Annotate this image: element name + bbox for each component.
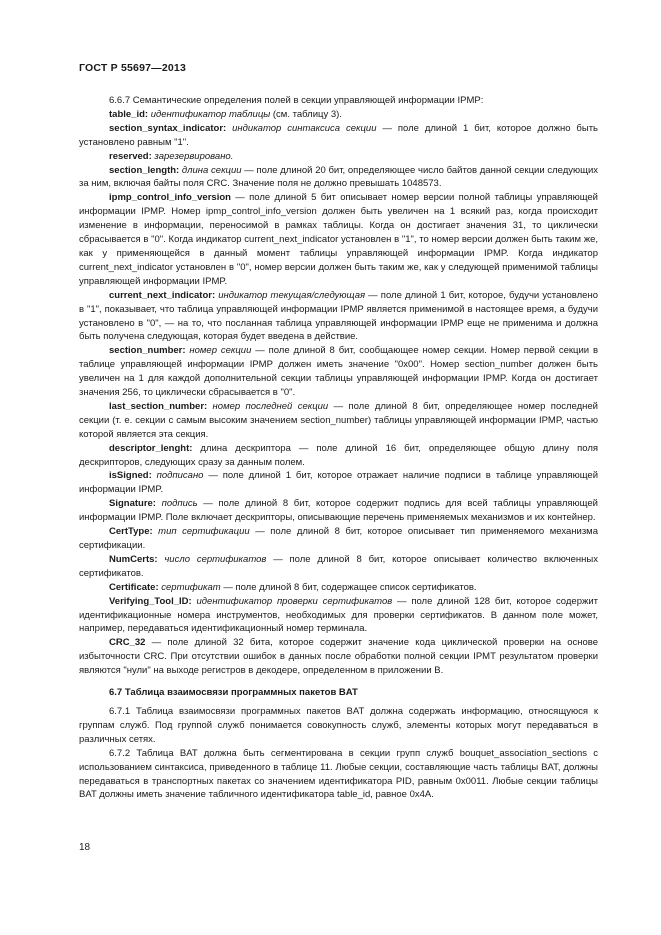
field-description: (см. таблицу 3). (270, 108, 342, 120)
field-term: isSigned: (109, 470, 152, 482)
field-name: длина секции (179, 164, 242, 176)
field-description: — поле длиной 1 бит, которое отражает наличие подписи в таблице управляющей информации IPMP. (79, 470, 598, 496)
field-term: current_next_indicator: (109, 289, 216, 301)
field-section-syntax-indicator (79, 122, 598, 150)
field-term: Verifying_Tool_ID: (109, 595, 192, 607)
field-descriptor-lenght (79, 442, 598, 470)
field-term: table_id: (109, 108, 149, 120)
paragraph-6-7-1 (79, 705, 598, 747)
field-name: номер последней секции (207, 400, 329, 412)
field-name: номер секции (185, 345, 252, 357)
field-term: Certificate: (109, 581, 159, 593)
field-signature (79, 497, 598, 525)
field-section-length (79, 164, 598, 192)
page-number: 18 (79, 842, 91, 853)
field-term: reserved: (109, 150, 152, 162)
field-description: — поле длиной 5 бит описывает номер версии полной таблицы управляющей информации IPMP. Номер ipmp_control_info_version должен быть увеличен на 1 всякий раз, когда происходит изменение в информации, переносимой в рамках таблицы. Когда он достигает значения 31, то циклически сбрасывается в "0". Когда индикатор current_next_indicator установлен в "1", то номер версии должен быть таким же, как у применяющейся в данный момент таблицы управляющей информации IPMP. Когда индикатор current_next_indicator установлен в "0", номер версии должен быть таким же, как у следующей применимой таблицы управляющей информации IPMP. (79, 192, 598, 287)
field-description: — поле длиной 8 бит, содержащее список сертификатов. (220, 581, 477, 593)
field-description: — поле длиной 8 бит, которое описывает количество включенных сертификатов. (79, 553, 598, 579)
field-description: — поле длиной 32 бита, которое содержит значение кода циклической проверки на основе избыточности CRC. При отсутствии ошибок в данных после обработки полной секции IPMT результатом проверки являются "нули" на выходе регистров в декодере, определенном в приложении В. (79, 637, 598, 677)
field-description: — поле длиной 8 бит, определяющее номер последней секции (т. е. секции с самым высоким значением section_number) таблицы управляющей информации IPMP, частью которой является эта секция. (79, 400, 598, 440)
field-cert-type (79, 525, 598, 553)
section-heading-6-7: 6.7 Таблица взаимосвязи программных пакетов BAT (109, 687, 358, 699)
field-term: CRC_32 (109, 637, 146, 649)
field-name: индикатор синтаксиса секции (226, 122, 377, 134)
field-description: — поле длиной 8 бит, которое содержит подпись для всей таблицы управляющей информации IPMP. Поле включает дескрипторы, описывающие перечень применяемых механизмов и их контейнер. (79, 498, 598, 524)
field-name: идентификатор таблицы (148, 108, 271, 120)
paragraph-text: 6.6.7 Семантические определения полей в секции управляющей информации IPMP: (109, 95, 484, 106)
field-description: — поле длиной 8 бит, сообщающее номер секции. Номер первой секции в таблице управляющей информации IPMP должен иметь значение "0x00". Номер section_number должен быть увеличен на 1 для каждой дополнительной секции таблицы управляющей информации IPMP. Когда он достигает значения 256, то циклически сбрасывается в "0". (79, 345, 599, 399)
field-description: — поле длиной 1 бит, которое должно быть установлено равным "1". (79, 122, 599, 148)
field-term: section_number: (109, 345, 186, 357)
field-section-number (79, 344, 598, 400)
field-certificate (79, 581, 598, 595)
document-body (79, 94, 598, 802)
paragraph-6-6-7 (79, 94, 598, 108)
paragraph-text: 6.7.1 Таблица взаимосвязи программных пакетов BAT должна содержать информацию, относящуюся к группам служб. Под группой служб понимается совокупность служб, элементы которых могут передаваться в различных сетях. (79, 705, 598, 745)
field-term: CertType: (109, 526, 153, 538)
field-name: индикатор текущая/следующая (215, 289, 366, 301)
field-name: число сертификатов (157, 553, 267, 565)
field-description: — поле длиной 8 бит, которое описывает тип применяемого механизма сертификации. (79, 526, 598, 551)
field-name: тип сертификации (152, 526, 250, 538)
field-name: подписано (151, 470, 204, 482)
field-description: — поле длиной 128 бит, которое содержит идентификационные номера инструментов, необходимых для проверки сертификатов. В данном поле может, например, передаваться идентификационный номер терминала. (79, 595, 598, 635)
field-term: section_syntax_indicator: (109, 122, 227, 134)
field-name: зарезервировано. (151, 150, 234, 162)
field-ipmp-control-info-version (79, 191, 598, 288)
field-term: Signature: (109, 498, 156, 510)
field-term: section_length: (109, 164, 180, 176)
field-last-section-number (79, 400, 598, 442)
field-name: сертификат (158, 581, 221, 593)
field-term: ipmp_control_info_version (109, 192, 231, 204)
field-description: — поле длиной 20 бит, определяющее число байтов данной секции следующих за ним, включая байты поля CRC. Значение поля не должно превышать 1048573. (79, 164, 598, 190)
field-is-signed (79, 469, 598, 497)
paragraph-text: 6.7.2 Таблица BAT должна быть сегментирована в секции групп служб bouquet_association_sections с использованием синтаксиса, приведенного в таблице 11. Любые секции, составляющие часть таблицы BAT, должны передаваться в транспортных пакетах со значением идентификатора PID, равным 0x0011. Любые секции таблицы BAT должны иметь значение табличного идентификатора table_id, равное 0x4A. (79, 747, 598, 801)
field-term: NumCerts: (109, 553, 158, 565)
field-name: подпись (155, 498, 198, 510)
field-current-next-indicator (79, 289, 598, 345)
field-reserved (79, 150, 598, 164)
field-name: идентификатор проверки сертификатов (191, 595, 393, 607)
field-verifying-tool-id (79, 595, 598, 637)
field-description: длина дескриптора — поле длиной 16 бит, определяющее общую длину поля дескрипторов, следующих сразу за данным полем. (79, 442, 598, 468)
field-term: descriptor_lenght: (109, 442, 193, 454)
field-term: last_section_number: (109, 400, 208, 412)
field-description: — поле длиной 1 бит, которое, будучи установлено в "1", показывает, что таблица управляющей информации IPMP является применимой в настоящее время, а будучи установлено в "0", — на то, что посланная таблица управляющей информации IPMP еще не применима и должна быть получена следующая, которая будет введена в действие. (79, 289, 598, 343)
field-table-id (79, 108, 598, 122)
field-num-certs (79, 553, 598, 581)
paragraph-6-7-2 (79, 747, 598, 803)
document-header: ГОСТ Р 55697—2013 (79, 62, 187, 74)
field-crc-32 (79, 636, 598, 678)
